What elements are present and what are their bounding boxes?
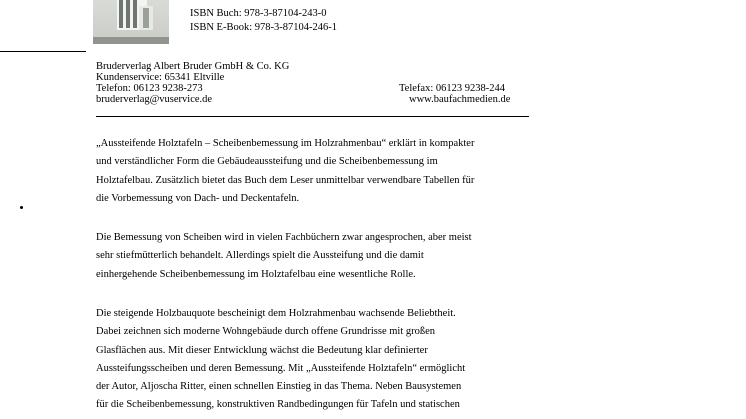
text-line: einhergehende Scheibenbemessung im Holztafelbau eine wesentliche Rolle. (96, 268, 416, 280)
divider-line (0, 51, 86, 52)
paragraph-intro (96, 135, 566, 208)
isbn-print: ISBN Buch: 978-3-87104-243-0 (190, 8, 327, 19)
paragraph-holzbauquote (96, 305, 566, 415)
cover-logo-strip (93, 37, 169, 44)
publisher-email-link[interactable]: bruderverlag@vuservice.de (96, 94, 213, 105)
text-line: Aussteifungsscheiben und deren Bemessung. Mit „Aussteifende Holztafeln“ ermöglicht (96, 362, 466, 374)
publisher-website-link[interactable]: www.baufachmedien.de (409, 94, 511, 105)
contact-underline (96, 116, 529, 117)
text-line: „Aussteifende Holztafeln – Scheibenbemessung im Holzrahmenbau“ erklärt in kompakter (96, 138, 475, 149)
text-line: Die steigende Holzbauquote bescheinigt dem Holzrahmenbau wachsende Beliebtheit. (96, 308, 456, 319)
text-line: Glasflächen aus. Mit dieser Entwicklung wächst die Bedeutung klar definierter (96, 344, 428, 356)
text-line: Dabei zeichnen sich moderne Wohngebäude durch offene Grundrisse mit großen (96, 326, 436, 338)
book-cover-image (93, 0, 169, 44)
paragraph-bemessung (96, 229, 566, 284)
publisher-name: Bruderverlag Albert Bruder GmbH & Co. KG (96, 61, 290, 72)
publisher-phone: Telefon: 06123 9238-273 (96, 83, 203, 94)
publisher-address: Kundenservice: 65341 Eltville (96, 72, 225, 83)
text-line: und verständlicher Form die Gebäudeaussteifung und die Scheibenbemessung im (96, 156, 438, 168)
publisher-fax: Telefax: 06123 9238-244 (399, 83, 505, 94)
text-line: sehr stiefmütterlich behandelt. Allerdings spielt die Aussteifung und die damit (96, 250, 424, 262)
isbn-ebook: ISBN E-Book: 978-3-87104-246-1 (190, 22, 337, 33)
bullet-point (20, 206, 23, 209)
text-line: der Autor, Aljoscha Ritter, einen schnellen Einstieg in das Thema. Neben Bausystemen (96, 381, 462, 393)
text-line: für die Scheibenbemessung, konstruktiven Randbedingungen für Tafeln und statischen (96, 399, 460, 411)
text-line: Die Bemessung von Scheiben wird in vielen Fachbüchern zwar angesprochen, aber meist (96, 232, 472, 243)
text-line: die Vorbemessung von Dach- und Deckentafeln. (96, 192, 300, 204)
text-line: Holztafelbau. Zusätzlich bietet das Buch dem Leser unmittelbar verwendbare Tabellen für (96, 174, 475, 186)
